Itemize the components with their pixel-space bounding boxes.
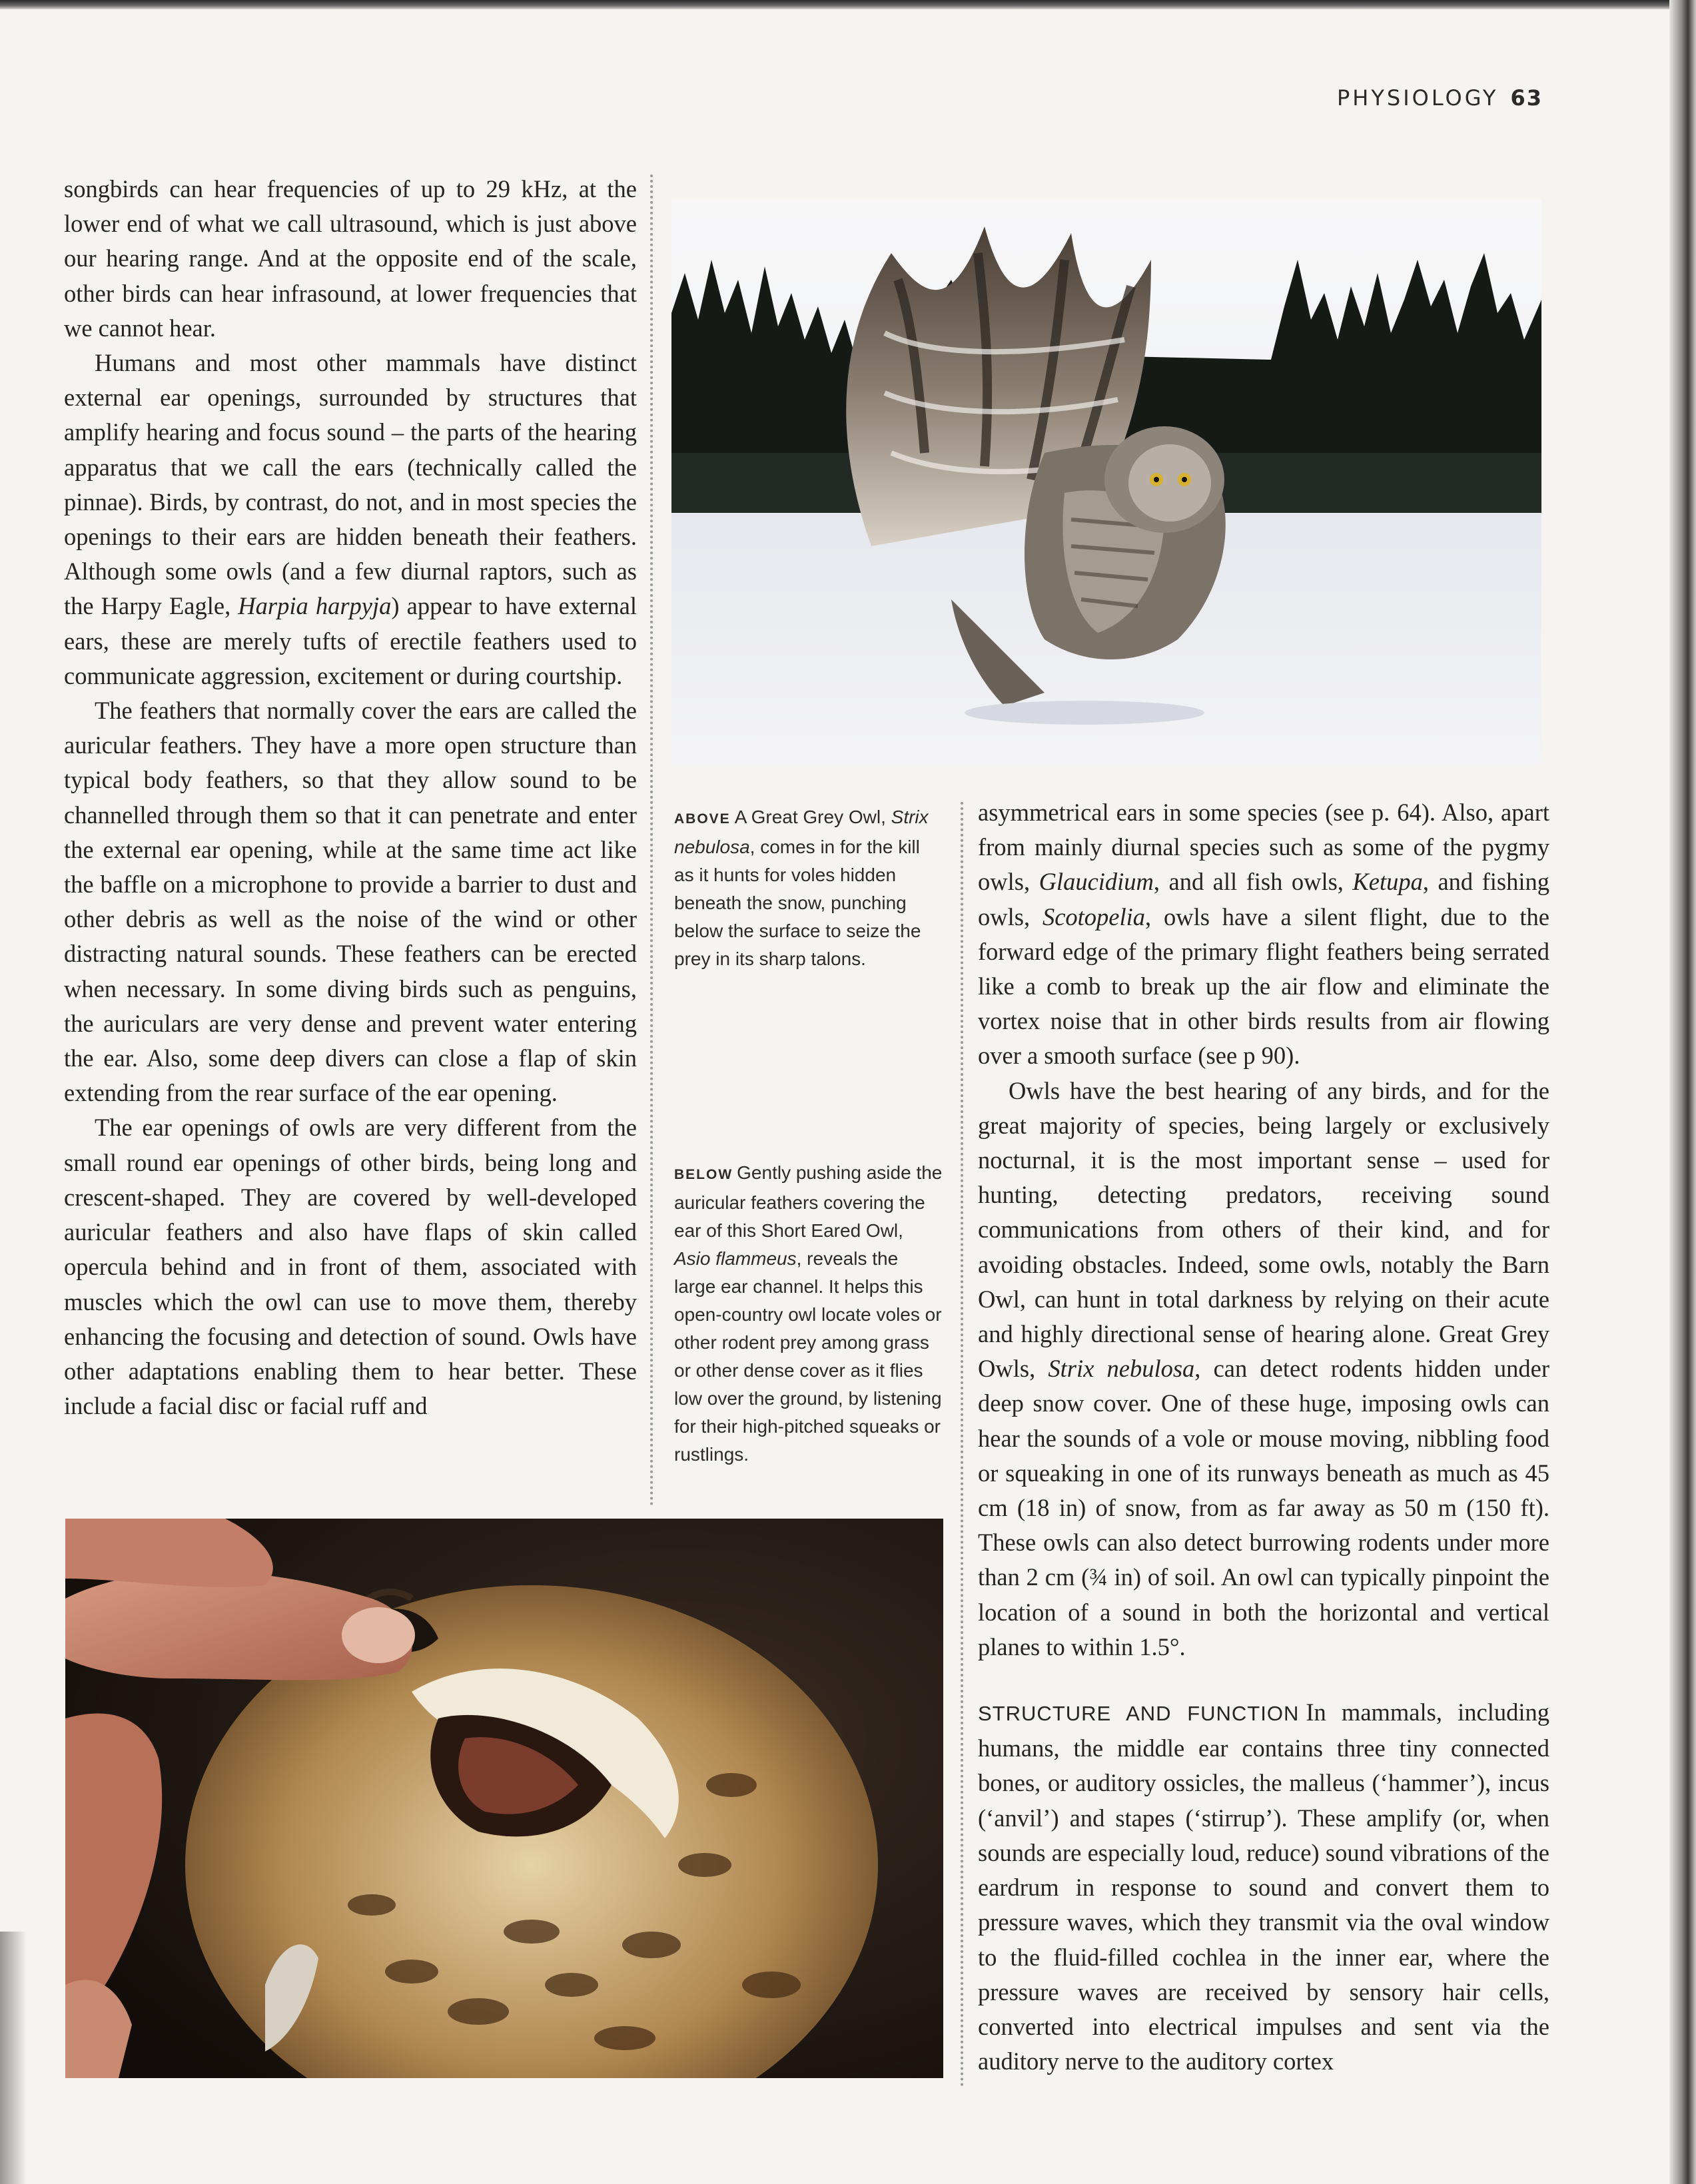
right-text-column [978,795,1549,2079]
latin-name: Strix nebulosa [674,807,929,857]
short-eared-owl-photo [65,1519,943,2078]
paragraph: asymmetrical ears in some species (see p. 64). Also, apart from mainly diurnal species such as some of the pygmy owls, Glaucidium, and all fish owls, Ketupa, and fishing owls, Scotopelia, owls have a silent flight, due to the forward edge of the primary flight feathers being serrated like a comb to break up the air flow and eliminate the vortex noise that in other birds results from air flowing over a smooth surface (see p 90). [978,799,1550,1070]
left-text-column [64,172,637,1423]
latin-name: Scotopelia [1042,903,1146,930]
caption-below: BELOW Gently pushing aside the auricular feathers covering the ear of this Short Eared Owl, Asio flammeus, reveals the large ear channel. It helps this open-country owl locate voles or other rodent prey among grass or other dense cover as it flies low over the ground, by listening for their high-pitched squeaks or rustlings. [674,1162,943,1465]
caption-lead: ABOVE [674,811,731,827]
column-divider [650,175,653,1507]
subheading: STRUCTURE AND FUNCTION [978,1702,1300,1726]
paragraph: STRUCTURE AND FUNCTION In mammals, including humans, the middle ear contains three tiny connected bones, or auditory ossicles, the malleus (‘hammer’), incus (‘anvil’) and stapes (‘stirrup’). These amplify (or, when sounds are especially loud, reduce) sound vibrations of the eardrum in response to sound and convert them to pressure waves, which they transmit via the oval window to the fluid-filled cochlea in the inner ear, where the pressure waves are received by sensory hair cells, converted into electrical impulses and sent via the auditory nerve to the auditory cortex [978,1698,1550,2075]
great-grey-owl-photo [671,200,1541,766]
latin-name: Harpia harpyja [238,592,392,620]
scan-top-edge [0,0,1696,9]
latin-name: Glaucidium [1039,868,1154,896]
paragraph: The feathers that normally cover the ears are called the auricular feathers. They have a more open structure than typical body feathers, so that they allow sound to be channelled through them so that it can penetrate and enter the external ear opening, while at the same time act like the baffle on a microphone to provide a barrier to dust and other debris as well as the noise of the wind or other distracting natural sounds. These feathers can be erected when necessary. In some diving birds such as penguins, the auriculars are very dense and prevent water entering the ear. Also, some deep divers can close a flap of skin extending from the rear surface of the ear opening. [64,697,637,1107]
running-head [1337,85,1543,111]
latin-name: Ketupa [1352,868,1423,896]
caption-lead: BELOW [674,1167,733,1182]
page-number: 63 [1510,85,1543,111]
owl-ear-closeup-image [65,1519,943,2078]
column-divider [961,802,963,2087]
paragraph: Owls have the best hearing of any birds, and for the great majority of species, being largely or exclusively nocturnal, it is the most important sense – used for hunting, detecting predators, receiving sound communications from others of their kind, and for avoiding obstacles. Indeed, some owls, notably the Barn Owl, can hunt in total darkness by relying on their acute and highly directional sense of hearing alone. Great Grey Owls, Strix nebulosa, can detect rodents hidden under deep snow cover. One of these huge, imposing owls can hear the sounds of a vole or mouse moving, nibbling food or squeaking in one of its runways beneath as much as 45 cm (18 in) of snow, from as far away as 50 m (150 ft). These owls can also detect burrowing rodents under more than 2 cm (¾ in) of soil. An owl can typically pinpoint the location of a sound in both the horizontal and vertical planes to within 1.5°. [978,1076,1549,1660]
scan-shadow [0,1932,27,2184]
paragraph: Humans and most other mammals have distinct external ear openings, surrounded by structures that amplify hearing and focus sound – the parts of the hearing apparatus that we call the ears (technically called the pinnae). Birds, by contrast, do not, and in most species the openings to their ears are hidden beneath their feathers. Although some owls (and a few diurnal raptors, such as the Harpy Eagle, Harpia harpyja) appear to have external ears, these are merely tufts of erectile feathers used to communicate aggression, excitement or during courtship. [64,349,637,689]
section-title: PHYSIOLOGY [1337,85,1499,111]
paragraph: The ear openings of owls are very different from the small round ear openings of other birds, being long and crescent-shaped. They are covered by well-developed auricular feathers and also have flaps of skin called opercula behind and in front of them, associated with muscles which the owl can use to move them, thereby enhancing the focusing and detection of sound. Owls have other adaptations enabling them to hear better. These include a facial disc or facial ruff and [64,1114,637,1420]
book-gutter-edge [1669,0,1696,2184]
caption-above: ABOVE A Great Grey Owl, Strix nebulosa, comes in for the kill as it hunts for voles hidden beneath the snow, punching below the surface to seize the prey in its sharp talons. [674,807,929,969]
latin-name: Strix nebulosa [1048,1355,1195,1383]
paragraph: songbirds can hear frequencies of up to 29 kHz, at the lower end of what we call ultrasound, which is just above our hearing range. And at the opposite end of the scale, other birds can hear infrasound, at lower frequencies that we cannot hear. [64,175,637,342]
owl-in-snow-image [671,200,1541,766]
latin-name: Asio flammeus [674,1248,797,1269]
